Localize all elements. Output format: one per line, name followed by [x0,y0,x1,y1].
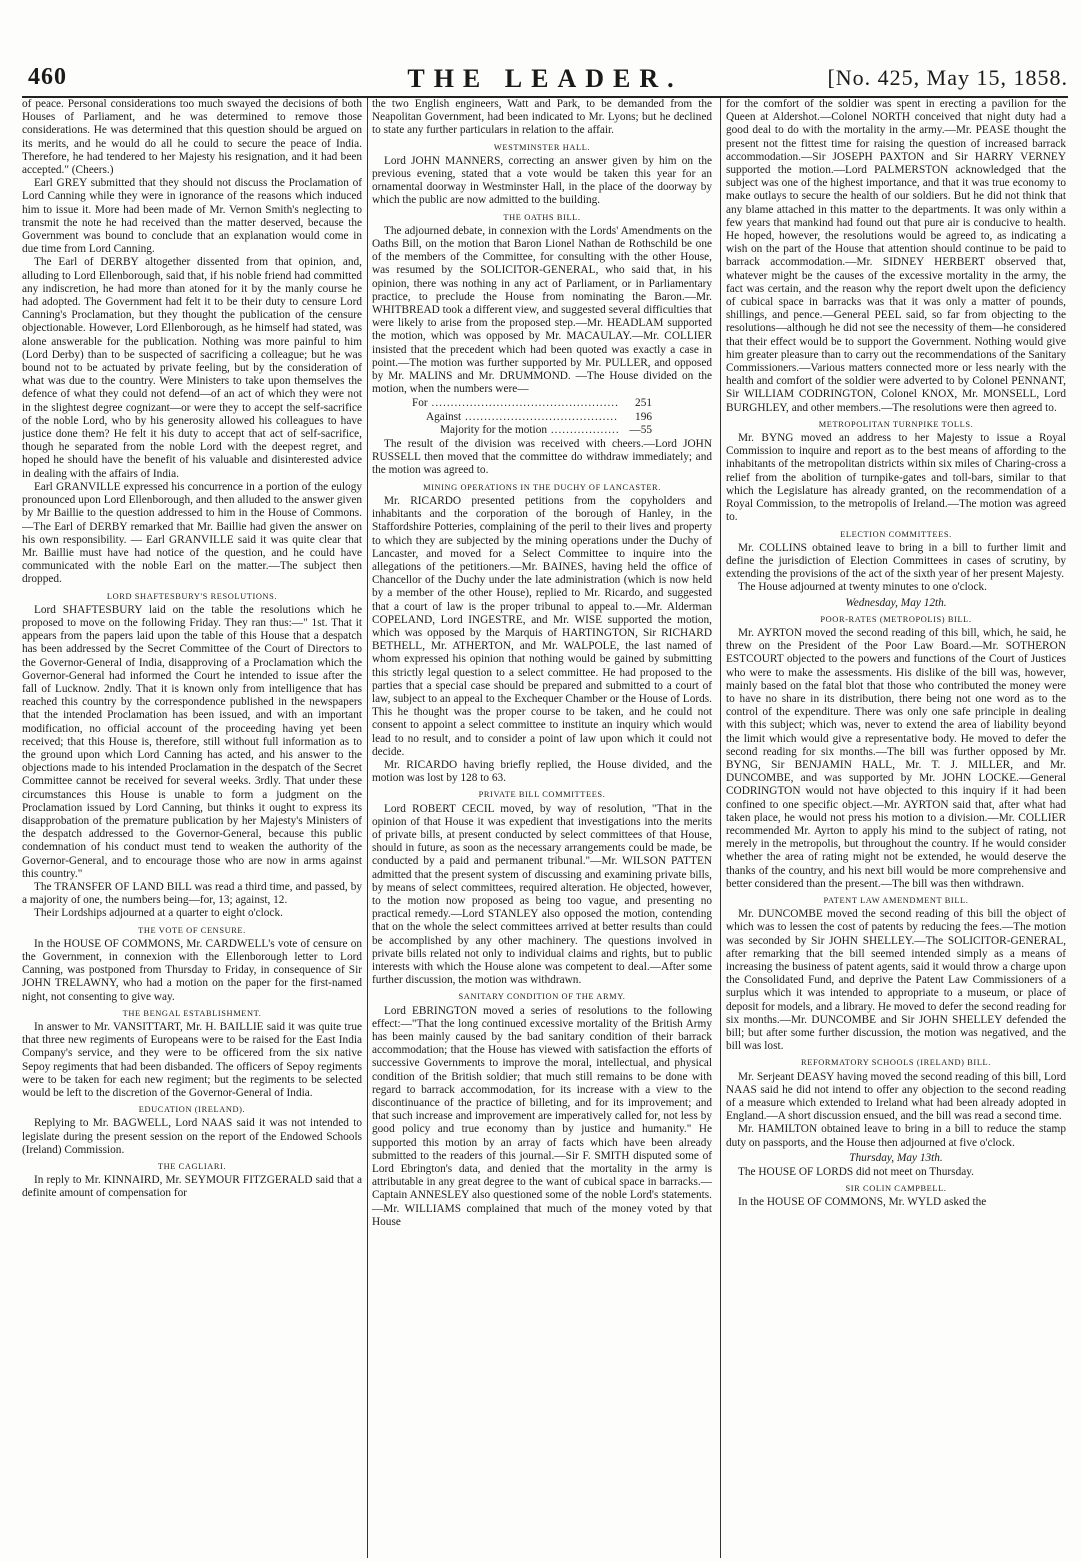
date-heading: Wednesday, May 12th. [845,596,947,609]
paragraph: The HOUSE OF LORDS did not meet on Thursday. [738,1166,974,1179]
division-table [372,397,712,437]
paragraph: Mr. DUNCOMBE moved the second reading of this bill the object of which was to lessen the cost of patents by reducing the fees.—The motion was seconded by Sir JOHN SHELLEY.—The SOLICITOR-GENERAL, after remarking that the bill seemed intended simply as a means of increasing the business of patent agents, said it would throw a charge upon the Consolidated Fund, and deprive the Patent Law Commissioners of a surplus which it was intended to appropriate to a museum, or place of deposit for models, and a library. He moved to defer the second reading for six months.—Mr. DUNCOMBE and Sir JOHN SHELLEY defended the bill; but after some further discussion, the motion was negatived, and the bill was lost. [726,908,1066,1053]
paragraph: for the comfort of the soldier was spent in erecting a pavilion for the Queen at Aldershot.—Colonel NORTH conceived that night duty had a good deal to do with the mortality in the army.—Mr. PEASE thought the present not the fittest time for raising the question of increased barrack accommodation.—Sir JOSEPH PAXTON and Sir HARRY VERNEY supported the motion.—Lord PALMERSTON acknowledged that the subject was one of the highest importance, and that it was true economy to make outlays to secure the health of our soldiers. But he did not think that any blame attached in this matter to the departments. It was only within a few years that mankind had found out that pure air is conducive to health. He hoped, however, the resolutions would be agreed to, as indicating a wish on the part of the House that attention should continue to be paid to barrack accommodation.—Mr. SIDNEY HERBERT observed that, whatever might be the causes of the excessive mortality in the army, the fact was certain, and the reason why the report dwelt upon the deficiency of cubical space in barracks was that it was only a matter of pounds, shillings, and pence.—General PEEL said, so far from objecting to the resolutions—although he did not see the necessity of them—he considered that their effect would be to support the Government. Nothing would give him greater pleasure than to carry out the recommendations of the Sanitary Commissioners.—Various matters connected more or less nearly with the health and comfort of the soldier were adverted to by Colonel PENNANT, Sir WILLIAM CODRINGTON, Colonel KNOX, Mr. MONSELL, Lord BURGHLEY, and other members.—The resolutions were then agreed to. [726,98,1066,414]
paragraph: In reply to Mr. KINNAIRD, Mr. SEYMOUR FITZGERALD said that a definite amount of compensation for [22,1174,362,1200]
paragraph: The adjourned debate, in connexion with the Lords' Amendments on the Oaths Bill, on the motion that Baron Lionel Nathan de Rothschild be one of the members of the Committee, for consulting with the other House, was resumed by the SOLICITOR-GENERAL, who said that, in his opinion, there was nothing in any act of Parliament, or in Parliamentary practice, to preclude the House from nominating the Baron.—Mr. WHITBREAD took a different view, and suggested several difficulties that were likely to arise from the proposed step.—Mr. HEADLAM supported the motion, which was opposed by Mr. MACAULAY.—Mr. COLLIER insisted that the precedent which had been quoted was exactly a case in point.—The motion was further supported by Mr. PULLER, and opposed by Mr. MALINS and Mr. DRUMMOND. —The House divided on the motion, when the numbers were— [372,224,712,396]
paragraph: Earl GRANVILLE expressed his concurrence in a portion of the eulogy pronounced upon Lord Ellenborough, and then alluded to the answer given by Mr Baillie to the question addressed to him in the House of Commons. —The Earl of DERBY remarked that Mr. Baillie had given the answer on his own responsibility. — Earl GRANVILLE said it was quite clear that Mr. Baillie must have had notice of the question, and he could have communicated with the noble Earl on the matter.—The subject then dropped. [22,480,362,586]
paragraph: Mr. COLLINS obtained leave to bring in a bill to further limit and define the jurisdiction of Election Committees in cases of scrutiny, by extending the provisions of the act of the sixth year of her present Majesty. [726,541,1066,581]
division-value: 196 [635,410,652,423]
paragraph: Earl GREY submitted that they should not discuss the Proclamation of Lord Canning while they were in ignorance of the reasons which induced him to issue it. More had been made of Mr. Vernon Smith's neglecting to transmit the note he had received than the matter deserved, because the Government was bound to conclude that an explanation would come in due time from Lord Canning. [22,177,362,256]
column-1 [22,98,362,1558]
paragraph: Lord EBRINGTON moved a series of resolutions to the following effect:—"That the long continued excessive mortality of the British Army has been mainly caused by the bad sanitary condition of their barrack accommodation; that the House has viewed with satisfaction the efforts of successive Governments to improve the moral, intellectual, and physical condition of the British soldier; that much still remains to be done with regard to barrack accommodation, for its increase with a view to the discontinuance of the practice of billeting, and for its improvement; and that such increase and improvement are imperatively called for, not less by good policy and true economy than by justice and humanity." He supported this motion by an array of facts which have been already submitted to the readers of this journal.—Sir F. SMITH disputed some of Lord Ebrington's data, and denied that the mortality in the army is attributable in any great degree to the want of cubical space in barracks.—Captain ANNESLEY also questioned some of the noble Lord's statements.—Mr. WILLIAMS complained that much of the money voted by that House [372,1004,712,1228]
paragraph: the two English engineers, Watt and Park, to be demanded from the Neapolitan Government, had been indicated to Mr. Lyons; but he declined to state any further particulars in relation to the affair. [372,98,712,137]
section-heading: SIR COLIN CAMPBELL. [845,1184,947,1194]
section-heading: PRIVATE BILL COMMITTEES. [478,790,606,800]
section-heading: LORD SHAFTESBURY'S RESOLUTIONS. [106,591,278,601]
issue-date: [No. 425, May 15, 1858. [827,65,1068,90]
division-label: Against ..... [412,411,618,424]
paragraph: Replying to Mr. BAGWELL, Lord NAAS said it was not intended to legislate during the present session on the report of the Endowed Schools (Ireland) Commission. [22,1117,362,1156]
paragraph: Mr. AYRTON moved the second reading of this bill, which, he said, he threw on the President of the Poor Law Board.—Mr. SOTHERON ESTCOURT objected to the powers and functions of the Court of Justices who were to make the assessments. His dislike of the bill was, however, mainly based on the fatal blot that those who contributed the money were to have no share in its distribution, there being not one word as to the control of the expenditure. There was only one safe principle in dealing with this subject; which was, never to extend the area of liability beyond the limit which would give a representative body. He moved to defer the second reading for six months.—The bill was further opposed by Mr. BYNG, Sir BENJAMIN HALL, Mr. T. J. MILLER, and Mr. DUNCOMBE, and was supported by Mr. JOHN LOCKE.—General CODRINGTON would not have objected to this inquiry if it had been confined to one specific object.—Mr. AYRTON said that, after what had taken place, he would not press his motion to a division.—Mr. COLLIER recommended Mr. Ayrton to apply his mind to the subject of rating, not merely in the metropolis, but throughout the country. If he would consider whether the area of rating might not be extended, he would deserve the thanks of the country, and his next bill would be more comprehensive and better considered than the present.—The bill was then withdrawn. [726,626,1066,890]
division-value: —55 [629,423,652,436]
paragraph: Lord SHAFTESBURY laid on the table the resolutions which he proposed to move on the following Friday. They ran thus:—" 1st. That it appears from the papers laid upon the table of this House that a despatch has been addressed by the Secret Committee of the Court of Directors to the Governor-General of India, disapproving of a Proclamation which the Governor-General had informed the Court he intended to issue after the fall of Lucknow. 2ndly. That it is known only from intelligence that has reached this country by the correspondence published in the newspapers that the intended Proclamation has been issued, and with an important modification, no official account of the proceeding having yet been received; that this House is, therefore, still without full information as to the ground upon which Lord Canning has acted, and his answer to the objections made to his intended Proclamation in the despatch of the Secret Committee cannot be received for several weeks. 3rdly. That under these circumstances this House is unable to form a judgment on the Proclamation issued by Lord Canning, but thinks it ought to express its disapprobation of the premature publication by her Majesty's Ministers of the despatch addressed to the Governor-General, because this public condemnation of his conduct must tend to weaken the authority of the Governor-General, and to encourage those who are now in arms against this country." [22,603,362,880]
section-heading: WESTMINSTER HALL. [493,142,591,152]
column-rule-1 [367,98,368,1558]
section-heading: THE OATHS BILL. [503,212,581,222]
section-heading: REFORMATORY SCHOOLS (IRELAND) BILL. [801,1058,991,1068]
section-heading: MINING OPERATIONS IN THE DUCHY OF LANCASTER. [423,482,661,492]
paragraph: In the HOUSE OF COMMONS, Mr. WYLD asked the [738,1196,987,1209]
paragraph: Mr. RICARDO presented petitions from the copyholders and inhabitants and the corporation of the borough of Hanley, in the Staffordshire Potteries, complaining of the peril to their lives and property to which they are subjected by the mining operations under the Duchy of Lancaster, and moved for a Select Committee to inquire into the allegations of the petitioners.—Mr. BAINES, having held the office of Chancellor of the Duchy under the late administration (which is now held by a member of the other House), replied to Mr. Ricardo, and suggested that a court of law is the proper tribunal to appeal to.—Mr. Alderman COPELAND, Lord INGESTRE, and Mr. WISE supported the motion, which was opposed by the Marquis of HARTINGTON, Sir RICHARD BETHELL, Mr. ATHERTON, and Mr. WALPOLE, the last named of whom expressed his opinion that nothing would be gained by submitting this strictly legal question to a select committee. He had proposed to the parties that a special case should be prepared and submitted to a court of law, subject to an appeal to the Exchequer Chamber or the House of Lords. This he thought was the proper course to be taken, and he could not consent to appoint a select committee to institute an inquiry which would lead to no result, and to consider a point of law upon which it could not decide. [372,494,712,758]
division-row [412,411,652,424]
section-heading: THE VOTE OF CENSURE. [138,925,246,935]
masthead-title: THE LEADER. [407,64,683,93]
paragraph: Mr. HAMILTON obtained leave to bring in a bill to reduce the stamp duty on passports, and the House then adjourned at five o'clock. [726,1123,1066,1149]
division-value: 251 [635,397,652,410]
page-header [22,60,1068,98]
paragraph: The TRANSFER OF LAND BILL was read a third time, and passed, by a majority of one, the numbers being—for, 13; against, 12. [22,880,362,907]
column-2 [372,98,712,1558]
paragraph: The result of the division was received with cheers.—Lord JOHN RUSSELL then moved that the committee do withdraw immediately; and the motion was agreed to. [372,438,712,477]
paragraph: Lord JOHN MANNERS, correcting an answer given by him on the previous evening, stated that a vote would be taken this year for an ornamental doorway in Westminster Hall, in the place of the doorway by which the public are now admitted to the building. [372,154,712,207]
section-heading: THE BENGAL ESTABLISHMENT. [122,1008,262,1018]
paragraph: In answer to Mr. VANSITTART, Mr. H. BAILLIE said it was quite true that three new regiments of Europeans were to be raised for the East India Company's service, and they were to be officered from the six native Sepoy regiments that had been disbanded. The officers of Sepoy regiments were to be taken for each new regiment; but the regiments to be selected would be left to the discretion of the Governor-General of India. [22,1021,362,1100]
division-label: For ..... [412,397,618,410]
paragraph: Their Lordships adjourned at a quarter to eight o'clock. [34,907,283,920]
division-row [412,424,652,437]
paragraph: Lord ROBERT CECIL moved, by way of resolution, "That in the opinion of that House it was expedient that investigations into the merits of private bills, at present conducted by select committees of that House, should in future, as soon as the necessary arrangements could be made, be conducted by a paid and permanent tribunal."—Mr. WILSON PATTEN admitted that the present system of discussing and examining private bills, by means of select committees, required alteration. He objected, however, to the motion now proposed as being too vague, and presenting no practical remedy.—Lord STANLEY also opposed the motion, contending that on the whole the select committees arrived at better results than could be accomplished by any other machinery. The questions involved in private bills related not only to individual claims and rights, but to public interests with which the House alone was competent to deal.—After some further discussion, the motion was withdrawn. [372,802,712,987]
section-heading: EDUCATION (IRELAND). [138,1105,246,1115]
date-heading: Thursday, May 13th. [849,1151,943,1164]
paragraph: Mr. RICARDO having briefly replied, the House divided, and the motion was lost by 128 to 63. [372,758,712,785]
section-heading: METROPOLITAN TURNPIKE TOLLS. [818,419,974,429]
paragraph: of peace. Personal considerations too much swayed the decisions of both Houses of Parliament, and he was determined to remove those considerations. He was determined that this question should be argued on its merits, and he would do all he could to secure the peace of India. Therefore, he had tendered to her Majesty his resignation, and it had been accepted." (Cheers.) [22,98,362,177]
section-heading: POOR-RATES (METROPOLIS) BILL. [820,614,972,624]
division-label: Majority for the motion ..... [412,424,618,437]
section-heading: PATENT LAW AMENDMENT BILL. [823,895,969,905]
section-heading: SANITARY CONDITION OF THE ARMY. [458,992,626,1002]
paragraph: Mr. Serjeant DEASY having moved the second reading of this bill, Lord NAAS said he did not intend to offer any objection to the second reading of a measure which extended to Ireland what had been already adopted in England.—A short discussion ensued, and the bill was read a second time. [726,1070,1066,1123]
column-rule-2 [720,98,721,1558]
section-heading: ELECTION COMMITTEES. [840,529,952,539]
division-row [412,397,652,410]
paragraph: In the HOUSE OF COMMONS, Mr. CARDWELL's vote of censure on the Government, in connexion with the Ellenborough letter to Lord Canning, was postponed from Thursday to Friday, in consequence of Sir JOHN TRELAWNY, who had a motion on the paper for the first-named night, not consenting to give way. [22,937,362,1003]
paragraph: The House adjourned at twenty minutes to one o'clock. [738,581,987,594]
column-3 [726,98,1066,1558]
section-heading: THE CAGLIARI. [157,1162,227,1172]
page-number: 460 [28,64,67,90]
paragraph: Mr. BYNG moved an address to her Majesty to issue a Royal Commission to inquire and report as to the best means of affording to the inhabitants of the metropolitan districts within six miles of Charing-cross a relief from the abolition of turnpike-gates and toll-bars, similar to that which the Legislature has already granted, on the recommendation of a Royal Commission, to the metropolis of Ireland.—The motion was agreed to. [726,432,1066,524]
paragraph: The Earl of DERBY altogether dissented from that opinion, and, alluding to Lord Ellenborough, said that, if his noble friend had committed any indiscretion, he had more than atoned for it by the manly course he had adopted. The Government had felt it to be their duty to censure Lord Canning's Proclamation, but they thought the publication of the censure objectionable. However, Lord Ellenborough, as he himself had stated, was alone answerable for the publication. Nothing was more painful to him (Lord Derby) than to be suspected of sacrificing a colleague; but he was bound not to be actuated by private feeling, but by the consideration of what was due to the country. Were Ministers to take upon themselves the defence of what they could not defend—of an act of which they were not in the slightest degree cognizant—or were they to accept the self-sacrifice of the noble Lord, who by his generosity allowed his colleagues to have justice done them? He felt it his duty to accept that act of self-sacrifice, though he separated from the noble Lord with the deepest regret, and hoped he should have the benefit of his valuable and disinterested advice in dealing with the affairs of India. [22,256,362,480]
